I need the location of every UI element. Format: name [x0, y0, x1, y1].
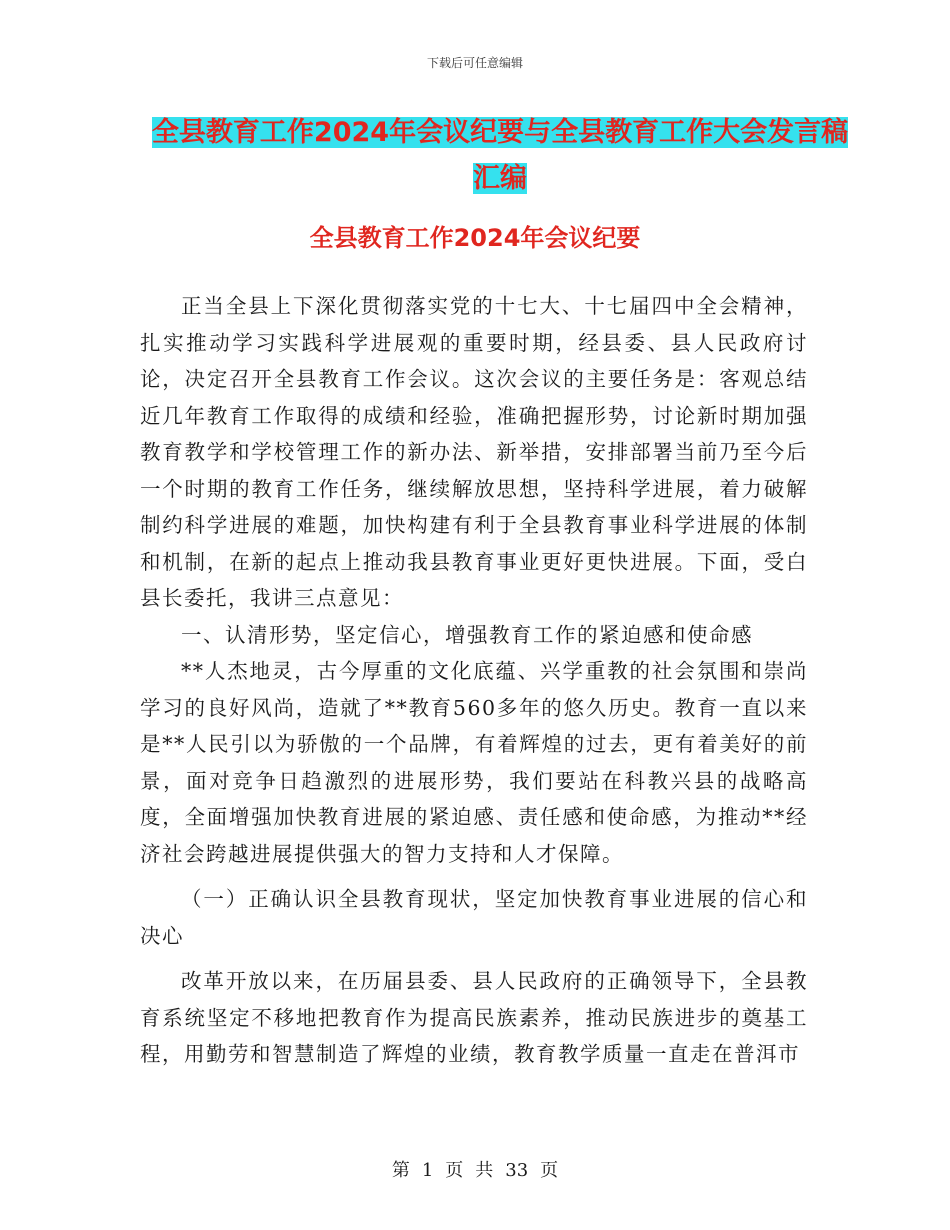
- footer-page-label: 第: [391, 1160, 410, 1181]
- footer-total-unit: 页: [540, 1160, 559, 1181]
- paragraph-intro: 正当全县上下深化贯彻落实党的十七大、十七届四中全会精神，扎实推动学习实践科学进展观的重要时期，经县委、县人民政府讨论，决定召开全县教育工作会议。这次会议的主要任务是：客观总结近几年教育工作取得的成绩和经验，准确把握形势，讨论新时期加强教育教学和学校管理工作的新办法、新举措，安排部署当前乃至今后一个时期的教育工作任务，继续解放思想，坚持科学进展，着力破解制约科学进展的难题，加快构建有利于全县教育事业科学进展的体制和机制，在新的起点上推动我县教育事业更好更快进展。下面，受白县长委托，我讲三点意见：: [140, 294, 808, 610]
- footer-total-number: 33: [505, 1160, 529, 1181]
- body-text: [140, 288, 808, 1073]
- section-title: 全县教育工作2024年会议纪要: [309, 224, 641, 252]
- footer-page-unit: 页: [445, 1160, 464, 1181]
- header-note: 下载后可任意编辑: [426, 56, 523, 70]
- document-title-text: 全县教育工作2024年会议纪要与全县教育工作大会发言稿汇编: [151, 117, 849, 194]
- footer-total-label: 共: [475, 1160, 494, 1181]
- heading-subsection-one: （一）正确认识全县教育现状，坚定加快教育事业进展的信心和决心: [140, 887, 808, 948]
- paragraph-history: **人杰地灵，古今厚重的文化底蕴、兴学重教的社会氛围和崇尚学习的良好风尚，造就了**教育560多年的悠久历史。教育一直以来是**人民引以为骄傲的一个品牌，有着辉煌的过去，更有着美好的前景，面对竞争日趋激烈的进展形势，我们要站在科教兴县的战略高度，全面增强加快教育进展的紧迫感、责任感和使命感，为推动**经济社会跨越进展提供强大的智力支持和人才保障。: [140, 659, 808, 866]
- heading-part-one: 一、认清形势，坚定信心，增强教育工作的紧迫感和使命感: [181, 622, 753, 647]
- document-title: [150, 110, 850, 202]
- page-footer: [0, 1156, 950, 1182]
- footer-page-number: 1: [421, 1160, 434, 1181]
- paragraph-reform: 改革开放以来，在历届县委、县人民政府的正确领导下，全县教育系统坚定不移地把教育作为提高民族素养，推动民族进步的奠基工程，用勤劳和智慧制造了辉煌的业绩，教育教学质量一直走在普洱市: [140, 969, 808, 1066]
